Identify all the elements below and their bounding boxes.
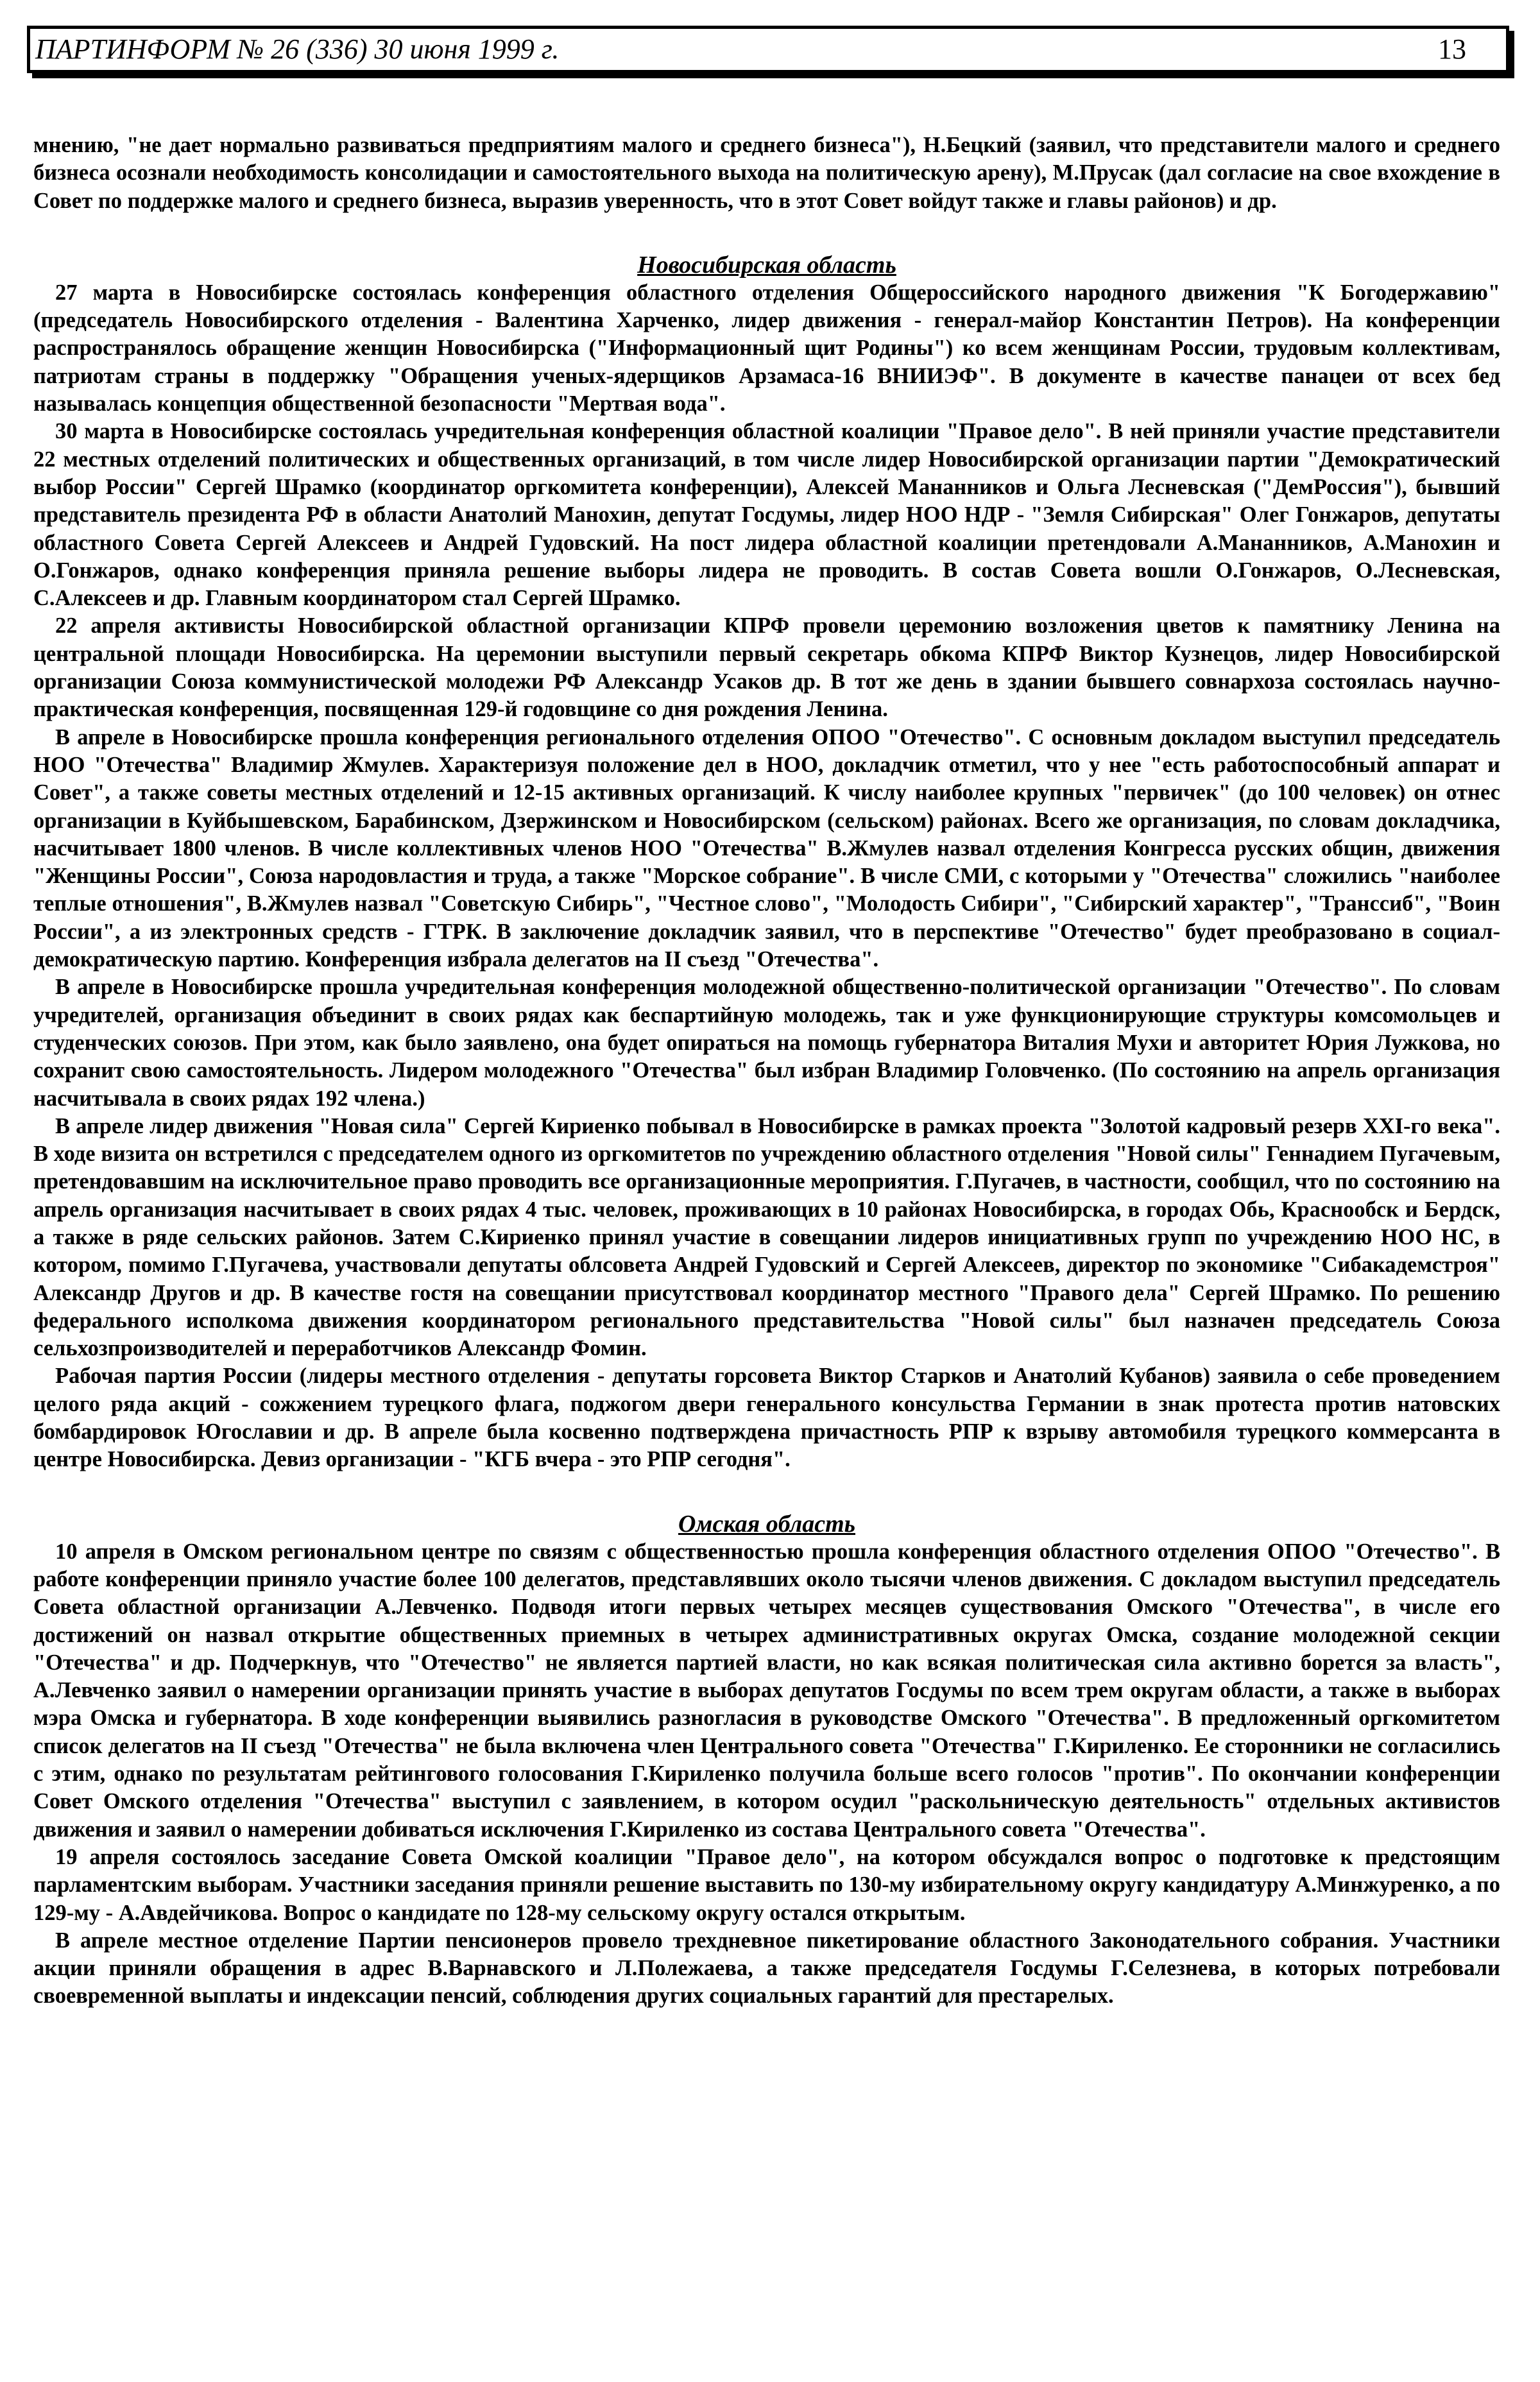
publication-title: ПАРТИНФОРМ № 26 (336) 30 июня 1999 г. bbox=[35, 33, 560, 65]
paragraph: В апреле в Новосибирске прошла учредительная конференция молодежной общественно-политической организации "Отечество". По словам учредителей, организация объединит в своих рядах как беспартийную молодежь, так и уже функционирующие структуры комсомольцев и студенческих союзов. При этом, как было заявлено, она будет опираться на помощь губернатора Виталия Мухи и авторитет Юрия Лужкова, но сохранит свою самостоятельность. Лидером молодежного "Отечества" был избран Владимир Головченко. (По состоянию на апрель организация насчитывала в своих рядах 192 члена.) bbox=[33, 975, 1500, 1111]
page-number: 13 bbox=[1438, 33, 1466, 65]
section-omsk bbox=[33, 1510, 1500, 2010]
paragraph: 10 апреля в Омском региональном центре по связям с общественностью прошла конференция областного отделения ОПОО "Отечество". В работе конференции приняло участие более 100 делегатов, представлявших около тысячи членов движения. С докладом выступил председатель Совета областной организации А.Левченко. Подводя итоги первых четырех месяцев существования Омского "Отечества", в числе его достижений он назвал открытие общественных приемных в четырех административных округах Омска, создание молодежной секции "Отечества" и др. Подчеркнув, что "Отечество" не является партией власти, но как всякая политическая сила активно борется за власть", А.Левченко заявил о намерении организации принять участие в выборах депутатов Госдумы по всем трем округам области, а также в выборах мэра Омска и губернатора. В ходе конференции выявились разногласия в руководстве Омского "Отечества". В предложенный оргкомитетом список делегатов на II съезд "Отечества" не была включена член Центрального совета "Отечества" Г.Кириленко. Ее сторонники не согласились с этим, однако по результатам рейтингового голосования Г.Кириленко получила больше всего голосов "против". По окончании конференции Совет Омского отделения "Отечества" выступил с заявлением, в котором осудил "раскольническую деятельность" отдельных активистов движения и заявил о намерении добиваться исключения Г.Кириленко из состава Центрального совета "Отечества". bbox=[33, 1539, 1500, 1842]
paragraph: В апреле лидер движения "Новая сила" Сергей Кириенко побывал в Новосибирске в рамках проекта "Золотой кадровый резерв XXI-го века". В ходе визита он встретился с председателем одного из оргкомитетов по учреждению областного отделения "Новой силы" Геннадием Пугачевым, претендовавшим на исключительное право проводить все организационные мероприятия. Г.Пугачев, в частности, сообщил, что по состоянию на апрель организация насчитывает в своих рядах 4 тыс. человек, проживающих в 10 районах Новосибирска, в городах Обь, Краснообск и Бердск, а также в ряде сельских районов. Затем С.Кириенко принял участие в совещании лидеров инициативных групп по учреждению НОО НС, в котором, помимо Г.Пугачева, участвовали депутаты облсовета Андрей Гудовский и Сергей Алексеев, директор по экономике "Сибакадемстроя" Александр Другов и др. В качестве гостя на совещании присутствовал координатор местного "Правого дела" Сергей Шрамко. По решению федерального исполкома движения координатором регионального представительства "Новой силы" был назначен председатель Союза сельхозпроизводителей и переработчиков Александр Фомин. bbox=[33, 1113, 1500, 1361]
paragraph: В апреле местное отделение Партии пенсионеров провело трехдневное пикетирование областного Законодательного собрания. Участники акции приняли обращения в адрес В.Варнавского и Л.Полежаева, а также председателя Госдумы Г.Селезнева, в которых потребовали своевременной выплаты и индексации пенсий, соблюдения других социальных гарантий для престарелых. bbox=[33, 1928, 1500, 2009]
section-novosibirsk bbox=[33, 251, 1500, 1474]
paragraph: 19 апреля состоялось заседание Совета Омской коалиции "Правое дело", на котором обсуждался вопрос о подготовке к предстоящим парламентским выборам. Участники заседания приняли решение выставить по 130-му избирательному округу кандидатуру А.Минжуренко, а по 129-му - А.Авдейчикова. Вопрос о кандидате по 128-му сельскому округу остался открытым. bbox=[33, 1844, 1500, 1925]
paragraph: 30 марта в Новосибирске состоялась учредительная конференция областной коалиции "Правое дело". В ней приняли участие представители 22 местных отделений политических и общественных организаций, в том числе лидер Новосибирской организации партии "Демократический выбор России" Сергей Шрамко (координатор оргкомитета конференции), Алексей Мананников и Ольга Лесневская ("ДемРоссия"), бывший представитель президента РФ в области Анатолий Манохин, депутат Госдумы, лидер НОО НДР - "Земля Сибирская" Олег Гонжаров, депутаты областного Совета Сергей Алексеев и Андрей Гудовский. На пост лидера областной коалиции претендовали А.Мананников, А.Манохин и О.Гонжаров, однако конференция приняла решение выборы лидера не проводить. В состав Совета вошли О.Гонжаров, О.Лесневская, С.Алексеев и др. Главным координатором стал Сергей Шрамко. bbox=[33, 419, 1500, 611]
page-header bbox=[27, 26, 1509, 73]
paragraph: 27 марта в Новосибирске состоялась конференция областного отделения Общероссийского народного движения "К Богодержавию" (председатель Новосибирского отделения - Валентина Харченко, лидер движения - генерал-майор Константин Петров). На конференции распространялось обращение женщин Новосибирска ("Информационный щит Родины") ко всем женщинам России, трудовым коллективам, патриотам страны в поддержку "Обращения ученых-ядерщиков Арзамаса-16 ВНИИЭФ". В документе в качестве панацеи от всех бед называлась концепция общественной безопасности "Мертвая вода". bbox=[33, 280, 1500, 416]
paragraph: 22 апреля активисты Новосибирской областной организации КПРФ провели церемонию возложения цветов к памятнику Ленина на центральной площади Новосибирска. На церемонии выступили первый секретарь обкома КПРФ Виктор Кузнецов, лидер Новосибирской организации Союза коммунистической молодежи РФ Александр Усаков др. В тот же день в здании бывшего совнархоза состоялась научно-практическая конференция, посвященная 129-й годовщине со дня рождения Ленина. bbox=[33, 613, 1500, 722]
intro-paragraph: мнению, "не дает нормально развиваться предприятиям малого и среднего бизнеса"), Н.Бецкий (заявил, что представители малого и среднего бизнеса осознали необходимость консолидации и самостоятельного выхода на политическую арену), М.Прусак (дал согласие на свое вхождение в Совет по поддержке малого и среднего бизнеса, выразив уверенность, что в этот Совет войдут также и главы районов) и др. bbox=[33, 133, 1500, 213]
paragraph: В апреле в Новосибирске прошла конференция регионального отделения ОПОО "Отечество". С основным докладом выступил председатель НОО "Отечества" Владимир Жмулев. Характеризуя положение дел в НОО, докладчик отметил, что у нее "есть работоспособный аппарат и Совет", а также советы местных отделений и 12-15 активных организаций. К числу наиболее крупных "первичек" (до 100 человек) он отнес организации в Куйбышевском, Барабинском, Дзержинском и Новосибирском (сельском) районах. Всего же организация, по словам докладчика, насчитывает 1800 членов. В числе коллективных членов НОО "Отечества" В.Жмулев назвал отделения Конгресса русских общин, движения "Женщины России", Союза народовластия и труда, а также "Морское собрание". В числе СМИ, с которыми у "Отечества" сложились "наиболее теплые отношения", В.Жмулев назвал "Советскую Сибирь", "Честное слово", "Молодость Сибири", "Сибирский характер", "Транссиб", "Воин России", а из электронных средств - ГТРК. В заключение докладчик заявил, что в перспективе "Отечество" будет преобразовано в социал-демократическую партию. Конференция избрала делегатов на II съезд "Отечества". bbox=[33, 724, 1500, 972]
paragraph: Рабочая партия России (лидеры местного отделения - депутаты горсовета Виктор Старков и Анатолий Кубанов) заявила о себе проведением целого ряда акций - сожжением турецкого флага, поджогом двери генерального консульства Германии в знак протеста против натовских бомбардировок Югославии и др. В апреле была косвенно подтверждена причастность РПР к взрыву автомобиля турецкого коммерсанта в центре Новосибирска. Девиз организации - "КГБ вчера - это РПР сегодня". bbox=[33, 1364, 1500, 1472]
section-heading: Новосибирская область bbox=[637, 251, 896, 278]
article-body bbox=[33, 132, 1500, 2010]
section-heading: Омская область bbox=[678, 1510, 856, 1538]
